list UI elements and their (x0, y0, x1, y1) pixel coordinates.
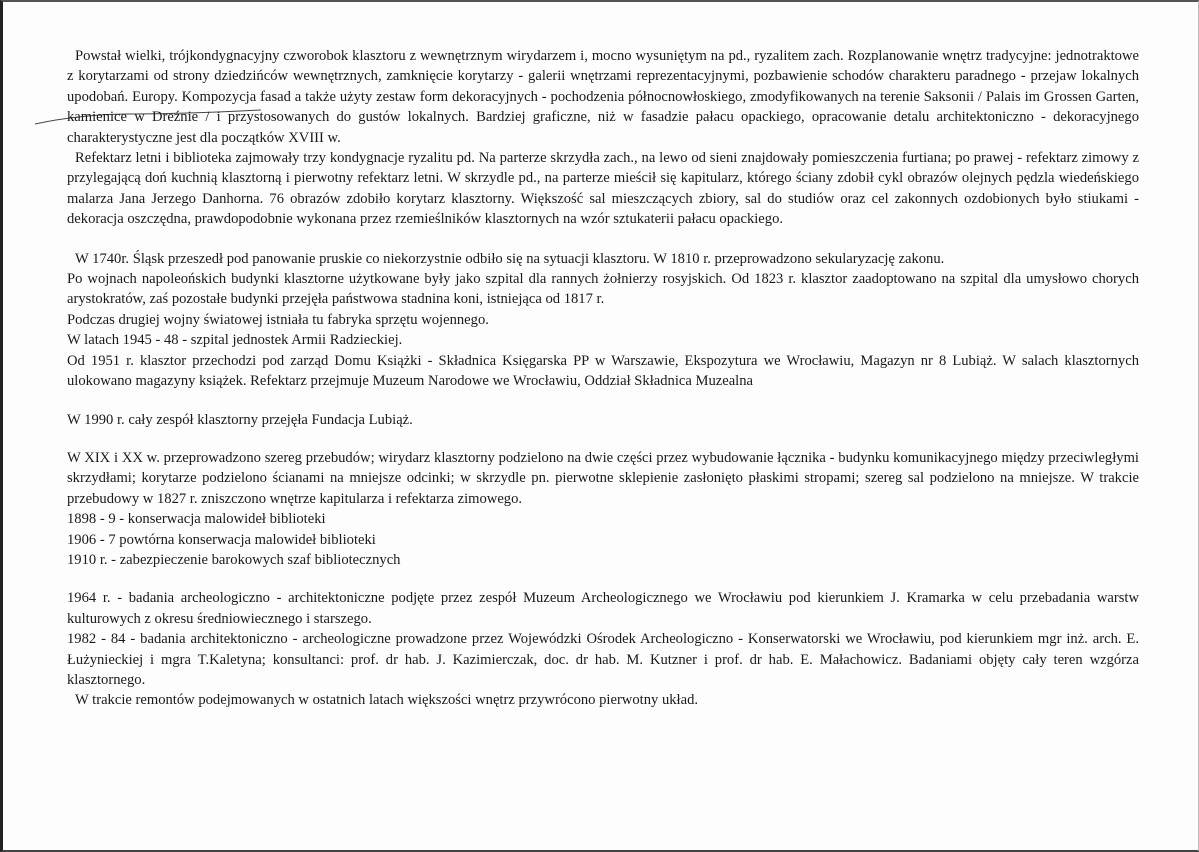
list-item-1910: 1910 r. - zabezpieczenie barokowych szaf bibliotecznych (67, 551, 401, 568)
document-body (67, 46, 1139, 711)
paragraph-research-1964: 1964 r. - badania archeologiczno - architektoniczne podjęte przez zespół Muzeum Archeologicznego we Wrocławiu pod kierunkiem J. Kramarka w celu przebadania warstw kulturowych z okresu średniowiecznego i starszego. (67, 590, 1139, 627)
paragraph-napoleonic-wars: Po wojnach napoleońskich budynki klasztorne użytkowane były jako szpital dla rannych żołnierzy rosyjskich. Od 1823 r. klasztor zaadoptowano na szpital dla umysłowo chorych arystokratów, zaś pozostałe budynki przejęła państwowa stadnina koni, istniejąca od 1817 r. (67, 271, 1139, 308)
list-item-1898: 1898 - 9 - konserwacja malowideł biblioteki (67, 511, 326, 528)
paragraph-research-1982: 1982 - 84 - badania architektoniczno - archeologiczne prowadzone przez Wojewódzki Ośrodek Archeologiczno - Konserwatorski we Wrocławiu, pod kierunkiem mgr inż. arch. E. Łużynieckiej i mgra T.Kaletyna; konsultanci: prof. dr hab. J. Kazimierczak, doc. dr hab. M. Kutzner i prof. dr hab. E. Małachowicz. Badaniami objęty cały teren wzgórza klasztornego. (67, 631, 1139, 688)
paragraph-refectory-library: Refektarz letni i biblioteka zajmowały trzy kondygnacje ryzalitu pd. Na parterze skrzydła zach., na lewo od sieni znajdowały pomieszczenia furtiana; po prawej - refektarz zimowy z przylegającą doń kuchnią klasztorną i pierwotny refektarz letni. W skrzydle pd., na parterze mieścił się kapitularz, którego ściany zdobił cykl obrazów olejnych pędzla wiedeńskiego malarza Jana Jerzego Danhorna. 76 obrazów zdobiło korytarz klasztorny. Większość sal mieszczących zbiory, sal do studiów oraz cel zakonnych ozdobionych było stiukami - dekoracja oszczędna, prawdopodobnie wykonana przez rzemieślników klasztornych na wzór sztukaterii pałacu opackiego. (67, 150, 1139, 228)
paragraph-reconstructions: W XIX i XX w. przeprowadzono szereg przebudów; wirydarz klasztorny podzielono na dwie części przez wybudowanie łącznika - budynku komunikacyjnego między przeciwległymi skrzydłami; korytarze podzielono ścianami na mniejsze odcinki; w skrzydle pn. pierwotne sklepienie zasłonięto płaskimi stropami; szereg sal podzielono na mniejsze. W trakcie przebudowy w 1827 r. zniszczono wnętrze kapitularza i refektarza zimowego. (67, 449, 1139, 507)
paragraph-dom-ksiazki: Od 1951 r. klasztor przechodzi pod zarząd Domu Książki - Składnica Księgarska PP w Warszawie, Ekspozytura we Wrocławiu, Magazyn nr 8 Lubiąż. W salach klasztornych ulokowano magazyny książek. Refektarz przejmuje Muzeum Narodowe we Wrocławiu, Oddział Składnica Muzealna (67, 352, 1139, 390)
paragraph-soviet-hospital: W latach 1945 - 48 - szpital jednostek Armii Radzieckiej. (67, 332, 403, 349)
paragraph-silesia-1740: W 1740r. Śląsk przeszedł pod panowanie pruskie co niekorzystnie odbiło się na sytuacji klasztoru. W 1810 r. przeprowadzono sekularyzację zakonu. (75, 250, 945, 267)
paragraph-architecture: Powstał wielki, trójkondygnacyjny czworobok klasztoru z wewnętrznym wirydarzem i, mocno wysuniętym na pd., ryzalitem zach. Rozplanowanie wnętrz tradycyjne: jednotraktowe z korytarzami od strony dziedzińców wewnętrznych, zamknięcie korytarzy - galerii wnętrzami reprezentacyjnymi, pozbawienie schodów charakteru paradnego - przejaw lokalnych upodobań. Europy. Kompozycja fasad a także użyty zestaw form dekoracyjnych - pochodzenia północnowłoskiego, zmodyfikowanych na terenie Saksonii / Palais im Grossen Garten, kamienice w Dreźnie / i przystosowanych do gustów lokalnych. Bardziej graficzne, niż w fasadzie pałacu opackiego, opracowanie detalu architektoniczno - dekoracyjnego charakterystyczne jest dla początków XVIII w. (67, 48, 1139, 146)
paragraph-renovations: W trakcie remontów podejmowanych w ostatnich latach większości wnętrz przywrócono pierwotny układ. (75, 692, 699, 709)
paragraph-fundacja-lubiaz: W 1990 r. cały zespół klasztorny przejęła Fundacja Lubiąż. (67, 411, 413, 428)
paragraph-ww2: Podczas drugiej wojny światowej istniała tu fabryka sprzętu wojennego. (67, 311, 489, 328)
list-item-1906: 1906 - 7 powtórna konserwacja malowideł biblioteki (67, 531, 376, 548)
